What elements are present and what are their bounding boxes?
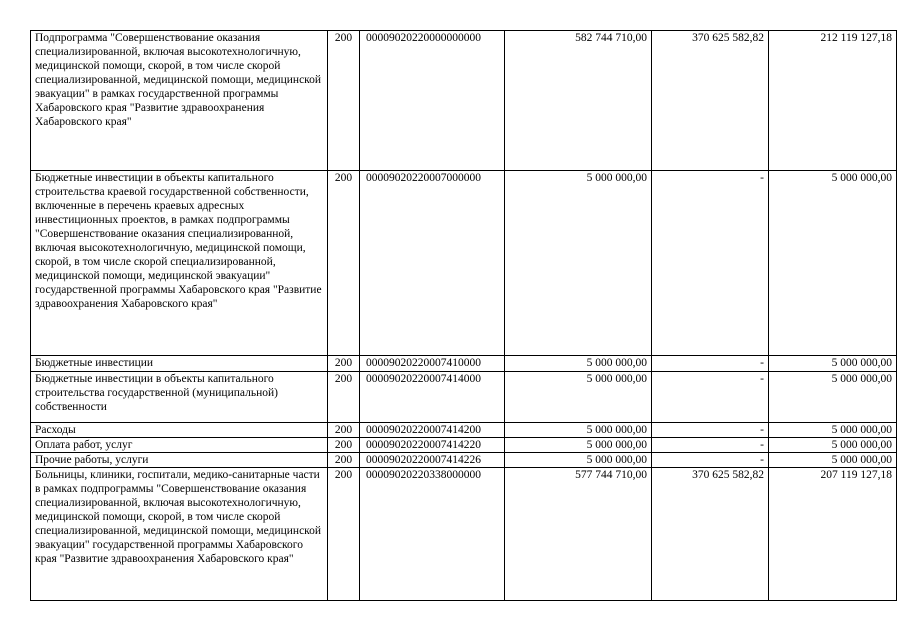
row-line-code: 200 xyxy=(328,453,360,468)
row-name: Оплата работ, услуг xyxy=(31,438,328,453)
row-remaining: 5 000 000,00 xyxy=(769,171,897,356)
row-remaining: 5 000 000,00 xyxy=(769,423,897,438)
table-row xyxy=(31,372,897,423)
row-approved: 5 000 000,00 xyxy=(505,438,652,453)
row-executed: - xyxy=(652,423,769,438)
row-line-code: 200 xyxy=(328,356,360,372)
row-remaining: 5 000 000,00 xyxy=(769,372,897,423)
row-remaining: 5 000 000,00 xyxy=(769,453,897,468)
row-approved: 5 000 000,00 xyxy=(505,171,652,356)
row-executed: 370 625 582,82 xyxy=(652,31,769,171)
row-approved: 5 000 000,00 xyxy=(505,423,652,438)
row-line-code: 200 xyxy=(328,372,360,423)
row-line-code: 200 xyxy=(328,438,360,453)
row-executed: - xyxy=(652,372,769,423)
row-line-code: 200 xyxy=(328,423,360,438)
row-approved: 582 744 710,00 xyxy=(505,31,652,171)
row-executed: - xyxy=(652,453,769,468)
table-row xyxy=(31,468,897,601)
row-executed: - xyxy=(652,356,769,372)
row-executed: - xyxy=(652,171,769,356)
row-budget-code: 00009020220338000000 xyxy=(360,468,505,601)
row-budget-code: 00009020220007414226 xyxy=(360,453,505,468)
row-name: Прочие работы, услуги xyxy=(31,453,328,468)
table-row xyxy=(31,438,897,453)
row-name: Бюджетные инвестиции в объекты капитального строительства государственной (муниципальной) собственности xyxy=(31,372,328,423)
table-row xyxy=(31,453,897,468)
row-budget-code: 00009020220007414200 xyxy=(360,423,505,438)
row-line-code: 200 xyxy=(328,31,360,171)
table-row xyxy=(31,423,897,438)
table-row xyxy=(31,31,897,171)
row-budget-code: 00009020220007000000 xyxy=(360,171,505,356)
row-remaining: 5 000 000,00 xyxy=(769,356,897,372)
row-approved: 5 000 000,00 xyxy=(505,453,652,468)
row-executed: - xyxy=(652,438,769,453)
row-name: Подпрограмма "Совершенствование оказания специализированной, включая высокотехнологичную, медицинской помощи, скорой, в том числе скорой специализированной, медицинской помощи, медицинской эвакуации" в рамках государственной программы Хабаровского края "Развитие здравоохранения Хабаровского края" xyxy=(31,31,328,171)
table-row xyxy=(31,171,897,356)
row-remaining: 5 000 000,00 xyxy=(769,438,897,453)
row-remaining: 212 119 127,18 xyxy=(769,31,897,171)
row-name: Больницы, клиники, госпитали, медико-санитарные части в рамках подпрограммы "Совершенствование оказания специализированной, включая высокотехнологичную, медицинской помощи, скорой, в том числе скорой специализированной, медицинской помощи, медицинской эвакуации" государственной программы Хабаровского края "Развитие здравоохранения Хабаровского края" xyxy=(31,468,328,601)
row-approved: 5 000 000,00 xyxy=(505,356,652,372)
row-name: Бюджетные инвестиции xyxy=(31,356,328,372)
table-row xyxy=(31,356,897,372)
row-budget-code: 00009020220007414220 xyxy=(360,438,505,453)
row-approved: 577 744 710,00 xyxy=(505,468,652,601)
row-name: Расходы xyxy=(31,423,328,438)
row-line-code: 200 xyxy=(328,171,360,356)
row-approved: 5 000 000,00 xyxy=(505,372,652,423)
row-budget-code: 00009020220007414000 xyxy=(360,372,505,423)
row-remaining: 207 119 127,18 xyxy=(769,468,897,601)
row-line-code: 200 xyxy=(328,468,360,601)
budget-table xyxy=(30,30,897,601)
row-budget-code: 00009020220007410000 xyxy=(360,356,505,372)
row-name: Бюджетные инвестиции в объекты капитального строительства краевой государственной собственности, включенные в перечень краевых адресных инвестиционных проектов, в рамках подпрограммы "Совершенствование оказания специализированной, включая высокотехнологичную, медицинской помощи, скорой, в том числе скорой специализированной, медицинской помощи, медицинской эвакуации" государственной программы Хабаровского края "Развитие здравоохранения Хабаровского края" xyxy=(31,171,328,356)
row-budget-code: 00009020220000000000 xyxy=(360,31,505,171)
row-executed: 370 625 582,82 xyxy=(652,468,769,601)
